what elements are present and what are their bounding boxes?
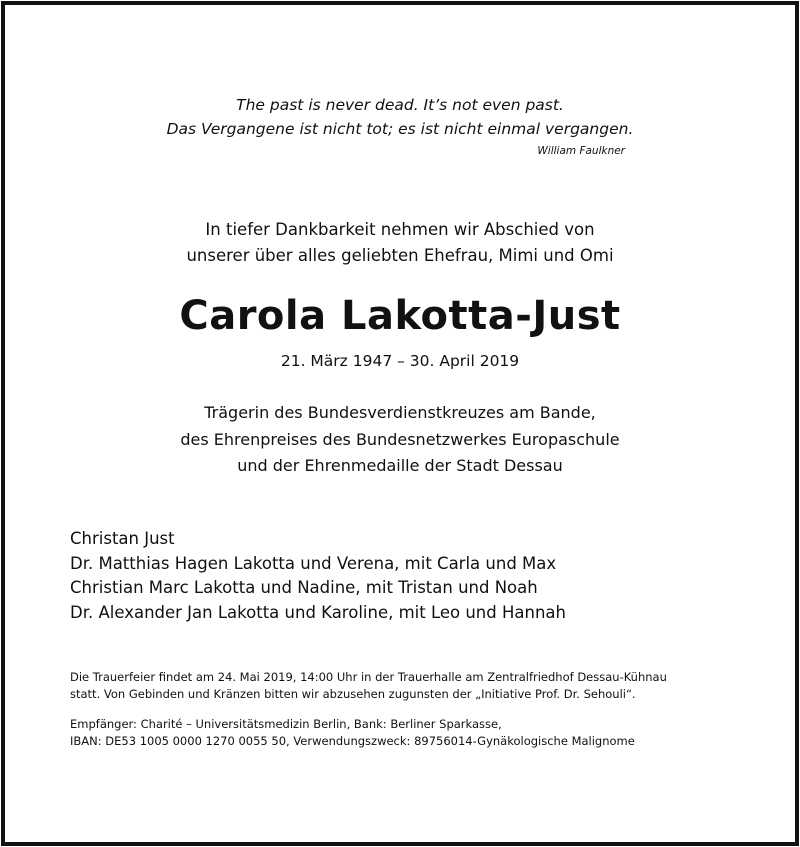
- deceased-name: Carola Lakotta-Just: [179, 293, 621, 339]
- quote-german: Das Vergangene ist nicht tot; es ist nicht einmal vergangen.: [166, 120, 634, 138]
- funeral-info: [70, 669, 667, 703]
- quote-author: William Faulkner: [537, 145, 625, 157]
- intro-text: [5, 217, 795, 269]
- honors-block: [5, 400, 795, 480]
- donation-line: IBAN: DE53 1005 0000 1270 0055 50, Verwendungszweck: 89756014-Gynäkologische Malignome: [70, 734, 635, 748]
- quote-english: The past is never dead. It’s not even past.: [236, 96, 564, 114]
- life-dates: 21. März 1947 – 30. April 2019: [280, 352, 520, 370]
- funeral-line: statt. Von Gebinden und Kränzen bitten wir abzusehen zugunsten der „Initiative Prof. Dr. Sehouli“.: [70, 687, 636, 701]
- mourner-entry: Dr. Alexander Jan Lakotta und Karoline, mit Leo und Hannah: [70, 602, 566, 622]
- obituary-notice: [1, 1, 799, 846]
- mourners-list: [70, 527, 566, 625]
- honors-line: und der Ehrenmedaille der Stadt Dessau: [237, 456, 563, 475]
- funeral-line: Die Trauerfeier findet am 24. Mai 2019, 14:00 Uhr in der Trauerhalle am Zentralfriedhof Dessau-Kühnau: [70, 670, 667, 684]
- intro-line-2: unserer über alles geliebten Ehefrau, Mimi und Omi: [186, 246, 614, 265]
- honors-line: Trägerin des Bundesverdienstkreuzes am Bande,: [204, 403, 596, 422]
- donation-info: [70, 716, 635, 750]
- intro-line-1: In tiefer Dankbarkeit nehmen wir Abschied von: [205, 220, 595, 239]
- mourner-entry: Christan Just: [70, 529, 175, 548]
- mourner-entry: Dr. Matthias Hagen Lakotta und Verena, mit Carla und Max: [70, 553, 557, 573]
- quote-block: [5, 93, 795, 141]
- donation-line: Empfänger: Charité – Universitätsmedizin Berlin, Bank: Berliner Sparkasse,: [70, 717, 502, 731]
- mourner-entry: Christian Marc Lakotta und Nadine, mit Tristan und Noah: [70, 578, 538, 597]
- honors-line: des Ehrenpreises des Bundesnetzwerkes Europaschule: [180, 429, 620, 449]
